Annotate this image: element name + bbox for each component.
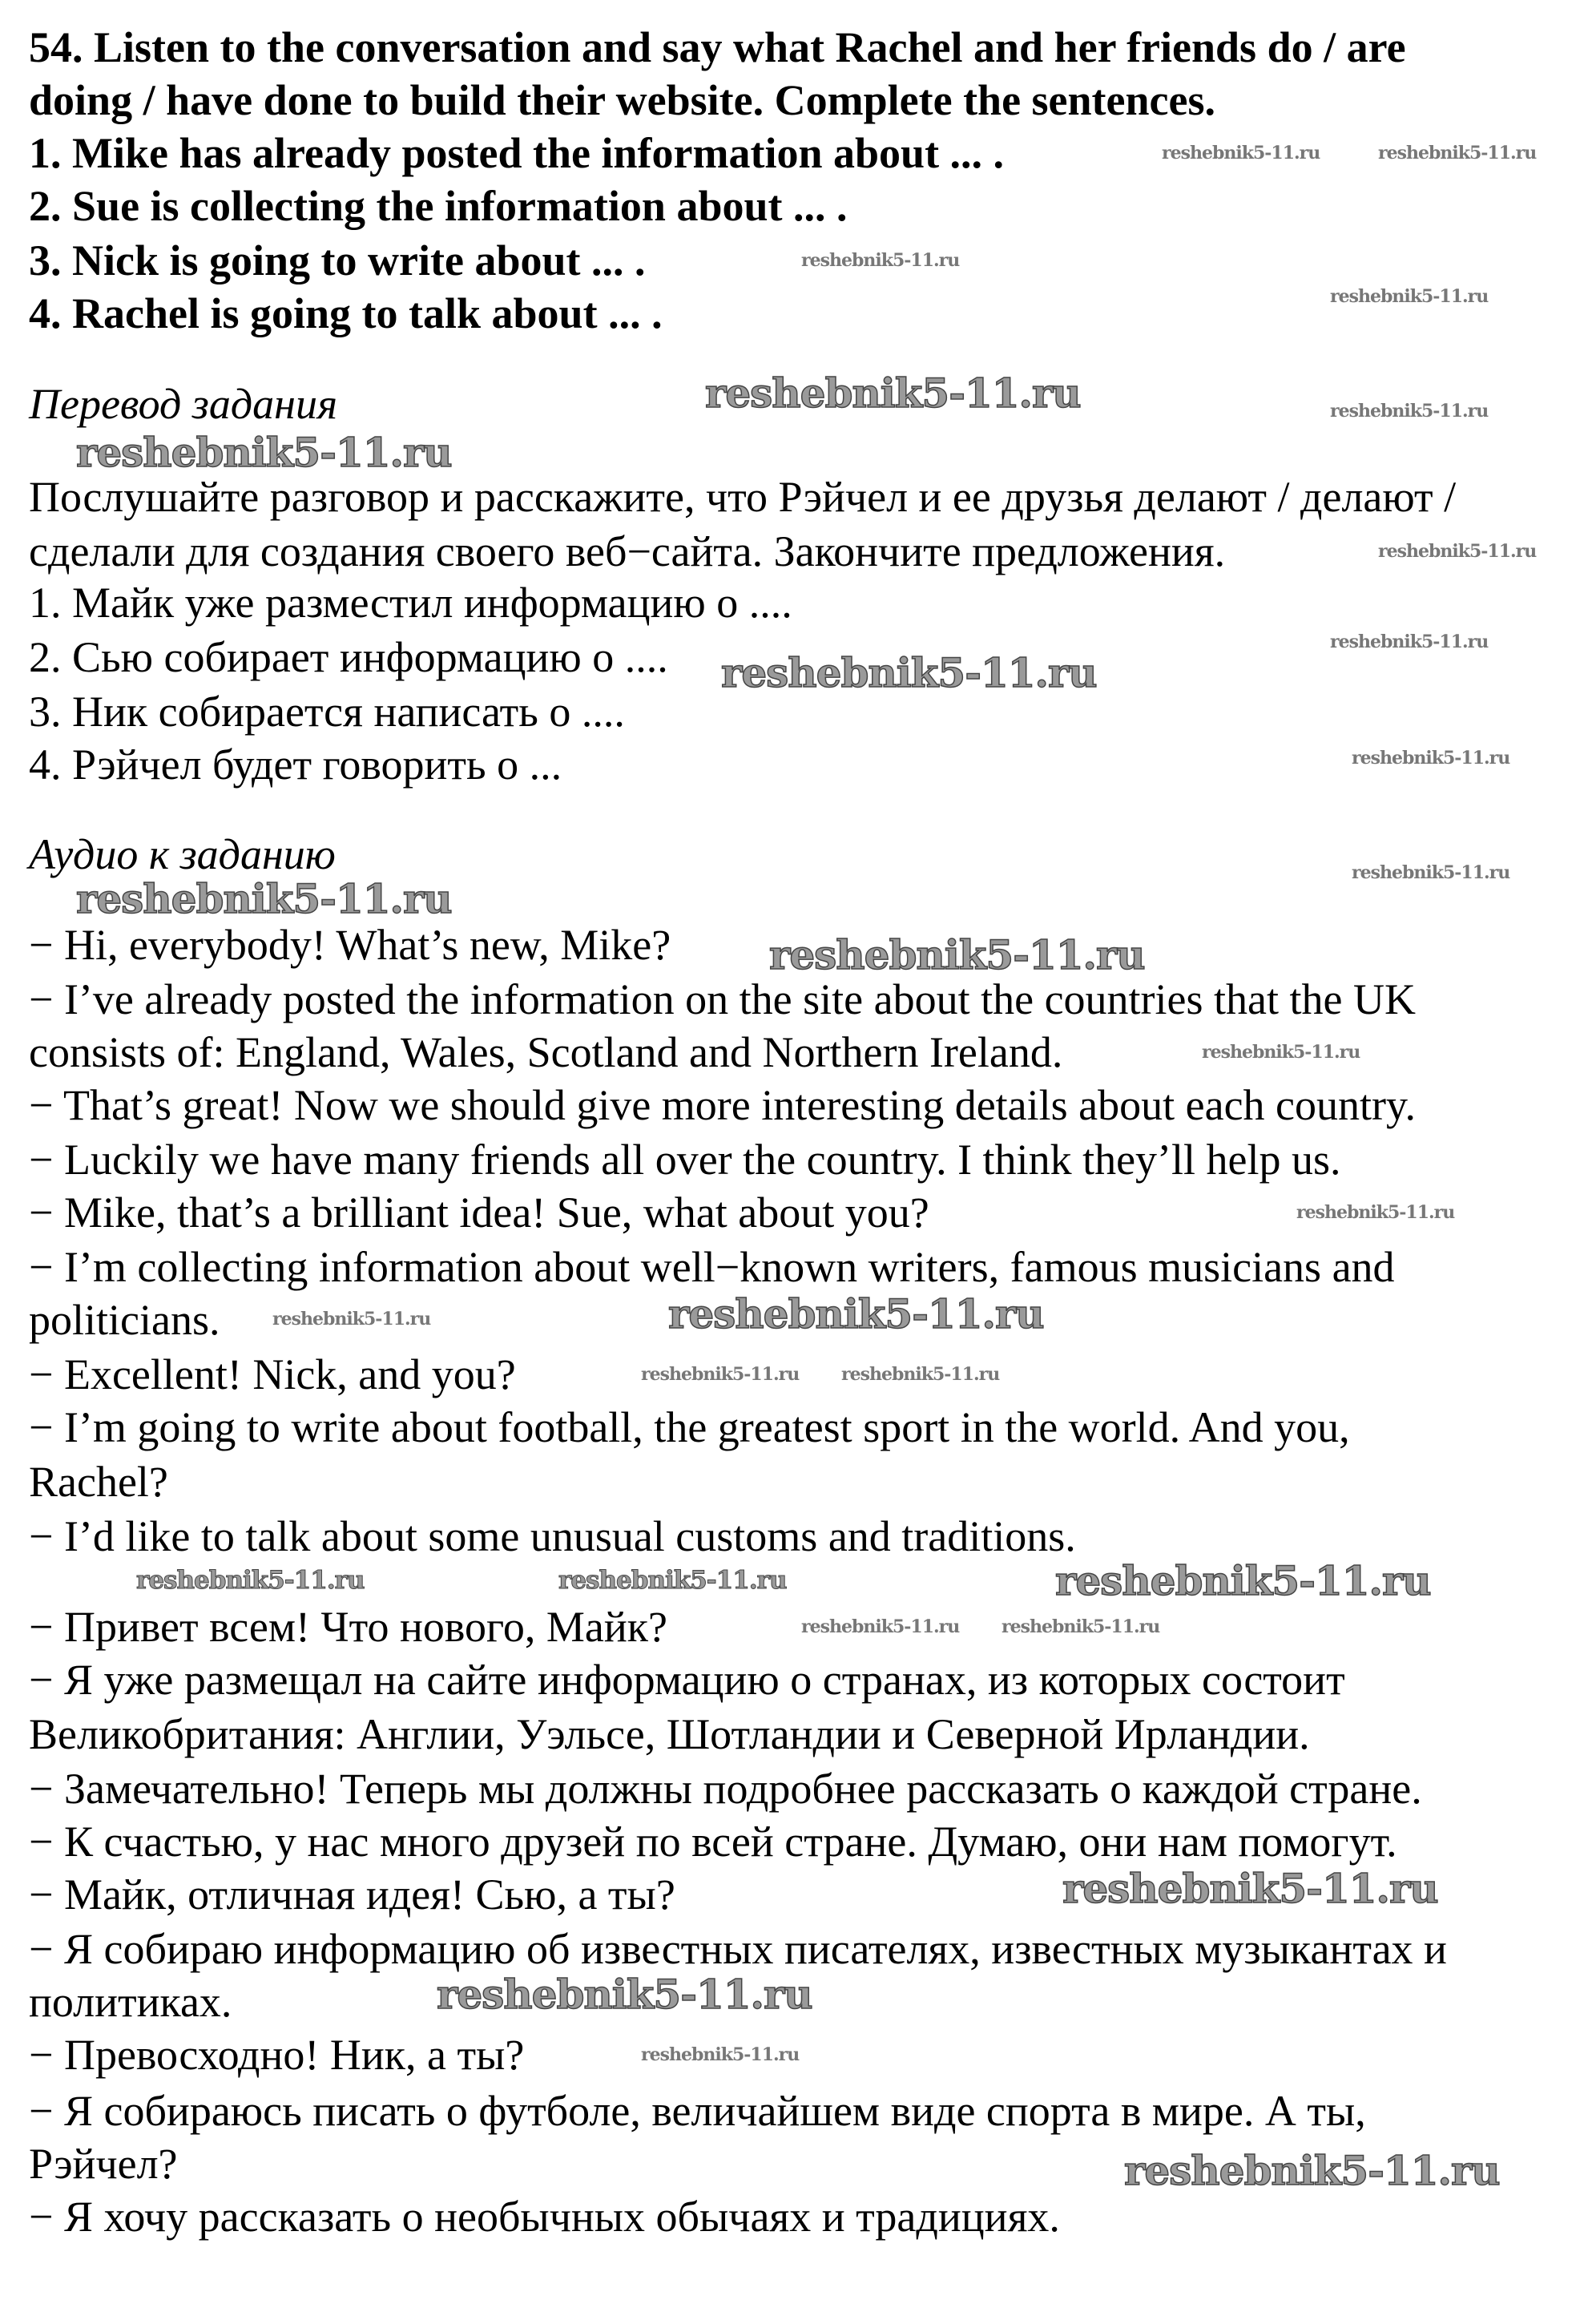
task-sentence: 3. Nick is going to write about ... .	[29, 236, 646, 284]
dialogue-line-ru: − Я собираюсь писать о футболе, величайшем виде спорта в мире. А ты,	[29, 2087, 1366, 2135]
dialogue-line-en: − I’ve already posted the information on the site about the countries that the UK	[29, 975, 1416, 1023]
dialogue-line-ru: политиках.	[29, 1978, 232, 2026]
task-sentence: 1. Mike has already posted the information about ... .	[29, 129, 1005, 177]
dialogue-line-ru: Великобритания: Англии, Уэльсе, Шотландии и Северной Ирландии.	[29, 1710, 1310, 1758]
task-title: 54. Listen to the conversation and say what Rachel and her friends do / are	[29, 23, 1406, 71]
watermark: reshebnik5-11.ru	[641, 1364, 800, 1385]
watermark: reshebnik5-11.ru	[1296, 1202, 1455, 1223]
watermark: reshebnik5-11.ru	[668, 1290, 1044, 1338]
dialogue-line-ru: − Я собираю информацию об известных писателях, известных музыкантах и	[29, 1925, 1447, 1973]
watermark: reshebnik5-11.ru	[76, 429, 452, 476]
watermark: reshebnik5-11.ru	[1202, 1042, 1360, 1063]
watermark: reshebnik5-11.ru	[705, 369, 1081, 417]
translation-line: 3. Ник собирается написать о ....	[29, 688, 625, 736]
watermark: reshebnik5-11.ru	[1002, 1616, 1160, 1637]
dialogue-line-ru: − Замечательно! Теперь мы должны подробнее рассказать о каждой стране.	[29, 1765, 1422, 1813]
translation-line: 2. Сью собирает информацию о ....	[29, 633, 668, 681]
watermark: reshebnik5-11.ru	[437, 1971, 812, 2018]
dialogue-line-en: − Luckily we have many friends all over the country. I think they’ll help us.	[29, 1136, 1341, 1184]
dialogue-line-en: − I’m collecting information about well−known writers, famous musicians and	[29, 1243, 1395, 1291]
dialogue-line-en: − I’d like to talk about some unusual customs and traditions.	[29, 1512, 1076, 1560]
translation-heading: Перевод задания	[29, 380, 338, 428]
translation-line: 4. Рэйчел будет говорить о ...	[29, 740, 562, 789]
watermark: reshebnik5-11.ru	[272, 1309, 431, 1330]
dialogue-line-en: − That’s great! Now we should give more interesting details about each country.	[29, 1081, 1416, 1129]
audio-heading: Аудио к заданию	[29, 830, 336, 878]
dialogue-line-en: politicians.	[29, 1296, 220, 1344]
translation-line: сделали для создания своего веб−сайта. Закончите предложения.	[29, 527, 1226, 575]
dialogue-line-ru: − Я хочу рассказать о необычных обычаях и традициях.	[29, 2193, 1060, 2241]
watermark: reshebnik5-11.ru	[769, 931, 1145, 978]
watermark: reshebnik5-11.ru	[721, 649, 1097, 696]
translation-line: Послушайте разговор и расскажите, что Рэйчел и ее друзья делают / делают /	[29, 473, 1457, 521]
watermark: reshebnik5-11.ru	[801, 250, 960, 271]
translation-line: 1. Майк уже разместил информацию о ....	[29, 579, 792, 627]
dialogue-line-ru: − Превосходно! Ник, а ты?	[29, 2031, 525, 2079]
task-sentence: 4. Rachel is going to talk about ... .	[29, 289, 663, 337]
dialogue-line-ru: − Я уже размещал на сайте информацию о странах, из которых состоит	[29, 1656, 1345, 1704]
watermark: reshebnik5-11.ru	[1330, 286, 1489, 307]
watermark: reshebnik5-11.ru	[1055, 1557, 1431, 1604]
watermark: reshebnik5-11.ru	[558, 1566, 787, 1595]
watermark: reshebnik5-11.ru	[136, 1566, 365, 1595]
watermark: reshebnik5-11.ru	[1330, 631, 1489, 652]
dialogue-line-en: consists of: England, Wales, Scotland and Northern Ireland.	[29, 1028, 1063, 1076]
watermark: reshebnik5-11.ru	[1062, 1865, 1438, 1912]
dialogue-line-en: Rachel?	[29, 1458, 168, 1506]
dialogue-line-ru: − К счастью, у нас много друзей по всей стране. Думаю, они нам помогут.	[29, 1818, 1397, 1866]
dialogue-line-en: − Hi, everybody! What’s new, Mike?	[29, 921, 671, 969]
dialogue-line-ru: Рэйчел?	[29, 2140, 178, 2188]
watermark: reshebnik5-11.ru	[1330, 401, 1489, 422]
watermark: reshebnik5-11.ru	[1378, 143, 1537, 163]
dialogue-line-ru: − Майк, отличная идея! Сью, а ты?	[29, 1870, 675, 1919]
watermark: reshebnik5-11.ru	[1352, 862, 1510, 883]
watermark: reshebnik5-11.ru	[801, 1616, 960, 1637]
watermark: reshebnik5-11.ru	[1124, 2147, 1500, 2194]
watermark: reshebnik5-11.ru	[1352, 748, 1510, 769]
task-sentence: 2. Sue is collecting the information about ... .	[29, 182, 848, 230]
task-title: doing / have done to build their website. Complete the sentences.	[29, 76, 1215, 124]
watermark: reshebnik5-11.ru	[76, 875, 452, 922]
dialogue-line-ru: − Привет всем! Что нового, Майк?	[29, 1603, 667, 1651]
dialogue-line-en: − I’m going to write about football, the greatest sport in the world. And you,	[29, 1403, 1350, 1451]
watermark: reshebnik5-11.ru	[1378, 541, 1537, 562]
watermark: reshebnik5-11.ru	[1162, 143, 1320, 163]
dialogue-line-en: − Mike, that’s a brilliant idea! Sue, what about you?	[29, 1188, 929, 1237]
watermark: reshebnik5-11.ru	[841, 1364, 1000, 1385]
watermark: reshebnik5-11.ru	[641, 2044, 800, 2065]
dialogue-line-en: − Excellent! Nick, and you?	[29, 1350, 516, 1398]
